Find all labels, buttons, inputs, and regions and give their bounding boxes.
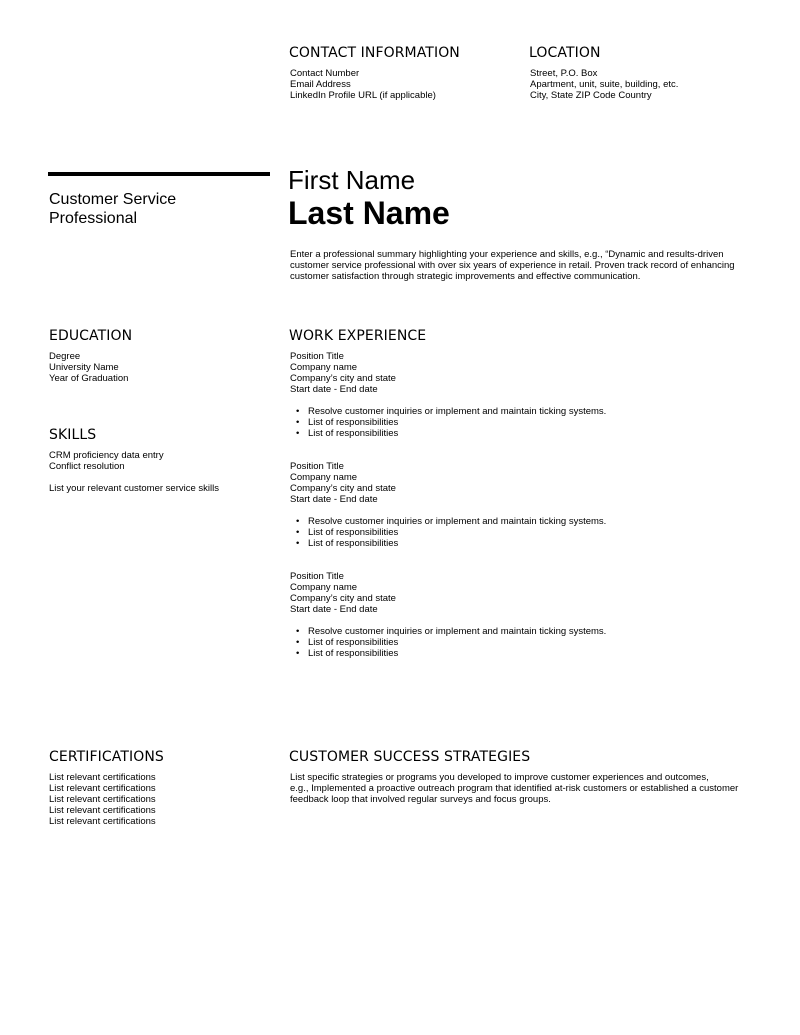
- strategies-heading: CUSTOMER SUCCESS STRATEGIES: [289, 749, 531, 765]
- company-location: Company’s city and state: [290, 593, 396, 604]
- certifications-lines: [49, 772, 164, 827]
- degree: Degree: [49, 351, 81, 362]
- skill-item: Conflict resolution: [49, 461, 125, 472]
- strategy-line: feedback loop that involved regular surveys and focus groups.: [290, 794, 551, 805]
- responsibility-list: [290, 406, 606, 439]
- responsibility-list: [290, 626, 606, 659]
- responsibility-item: • Resolve customer inquiries or implement and maintain ticking systems.: [290, 516, 606, 527]
- responsibility-item: • List of responsibilities: [290, 538, 606, 549]
- contact-lines: [290, 68, 460, 101]
- summary-line: Enter a professional summary highlighting your experience and skills, e.g., “Dynamic and results-driven: [290, 249, 724, 260]
- certifications-heading: CERTIFICATIONS: [49, 749, 164, 765]
- certifications-section: [49, 749, 164, 827]
- location-lines: [530, 68, 678, 101]
- responsibility-item: • List of responsibilities: [290, 428, 606, 439]
- position-title: Position Title: [290, 461, 344, 472]
- responsibility-item: • List of responsibilities: [290, 637, 606, 648]
- contact-heading: CONTACT INFORMATION: [289, 45, 460, 61]
- education-section: [49, 328, 132, 384]
- work-experience-heading: WORK EXPERIENCE: [289, 328, 427, 344]
- last-name: Last Name: [288, 195, 450, 231]
- education-heading: EDUCATION: [49, 328, 133, 344]
- summary-line: customer service professional with over six years of experience in retail. Proven track record of enhancing: [290, 260, 735, 271]
- job-title-line-2: Professional: [49, 210, 138, 227]
- education-lines: [49, 351, 132, 384]
- employment-dates: Start date - End date: [290, 604, 378, 615]
- certification-item: List relevant certifications: [49, 816, 156, 827]
- company-name: Company name: [290, 362, 358, 373]
- summary-line: customer satisfaction through strategic improvements and effective communication.: [290, 271, 641, 282]
- position-title: Position Title: [290, 571, 344, 582]
- apartment-line: Apartment, unit, suite, building, etc.: [530, 79, 679, 90]
- university-name: University Name: [49, 362, 119, 373]
- strategies-lines: [290, 772, 738, 805]
- linkedin-url: LinkedIn Profile URL (if applicable): [290, 90, 436, 101]
- skills-section: [49, 427, 219, 494]
- contact-number: Contact Number: [290, 68, 360, 79]
- skill-item: List your relevant customer service skills: [49, 483, 219, 494]
- job-entry: [290, 461, 606, 549]
- responsibility-item: • List of responsibilities: [290, 527, 606, 538]
- location-section: [529, 45, 678, 101]
- job-entry: [290, 571, 606, 659]
- street-line: Street, P.O. Box: [530, 68, 598, 79]
- location-heading: LOCATION: [529, 45, 601, 61]
- responsibility-item: • List of responsibilities: [290, 648, 606, 659]
- skills-lines: [49, 450, 219, 494]
- strategy-line: List specific strategies or programs you developed to improve customer experiences and outcomes,: [290, 772, 709, 783]
- city-line: City, State ZIP Code Country: [530, 90, 652, 101]
- certification-item: List relevant certifications: [49, 805, 156, 816]
- job-title: [49, 190, 176, 228]
- email-address: Email Address: [290, 79, 351, 90]
- certification-item: List relevant certifications: [49, 772, 156, 783]
- accent-rule: [48, 172, 270, 176]
- company-location: Company’s city and state: [290, 373, 396, 384]
- strategies-section: [289, 749, 738, 805]
- contact-section: [289, 45, 460, 101]
- graduation-year: Year of Graduation: [49, 373, 129, 384]
- skills-heading: SKILLS: [49, 427, 97, 443]
- job-entry: [290, 351, 606, 439]
- employment-dates: Start date - End date: [290, 494, 378, 505]
- certification-item: List relevant certifications: [49, 783, 156, 794]
- company-location: Company’s city and state: [290, 483, 396, 494]
- company-name: Company name: [290, 582, 358, 593]
- certification-item: List relevant certifications: [49, 794, 156, 805]
- company-name: Company name: [290, 472, 358, 483]
- responsibility-item: • Resolve customer inquiries or implement and maintain ticking systems.: [290, 626, 606, 637]
- position-title: Position Title: [290, 351, 344, 362]
- skill-item: CRM proficiency data entry: [49, 450, 164, 461]
- job-title-line-1: Customer Service: [49, 191, 177, 208]
- responsibility-item: • List of responsibilities: [290, 417, 606, 428]
- strategy-line: e.g., Implemented a proactive outreach program that identified at-risk customers or established a customer: [290, 783, 739, 794]
- professional-summary: [290, 249, 735, 282]
- first-name: First Name: [288, 165, 416, 195]
- responsibility-item: • Resolve customer inquiries or implement and maintain ticking systems.: [290, 406, 606, 417]
- responsibility-list: [290, 516, 606, 549]
- employment-dates: Start date - End date: [290, 384, 378, 395]
